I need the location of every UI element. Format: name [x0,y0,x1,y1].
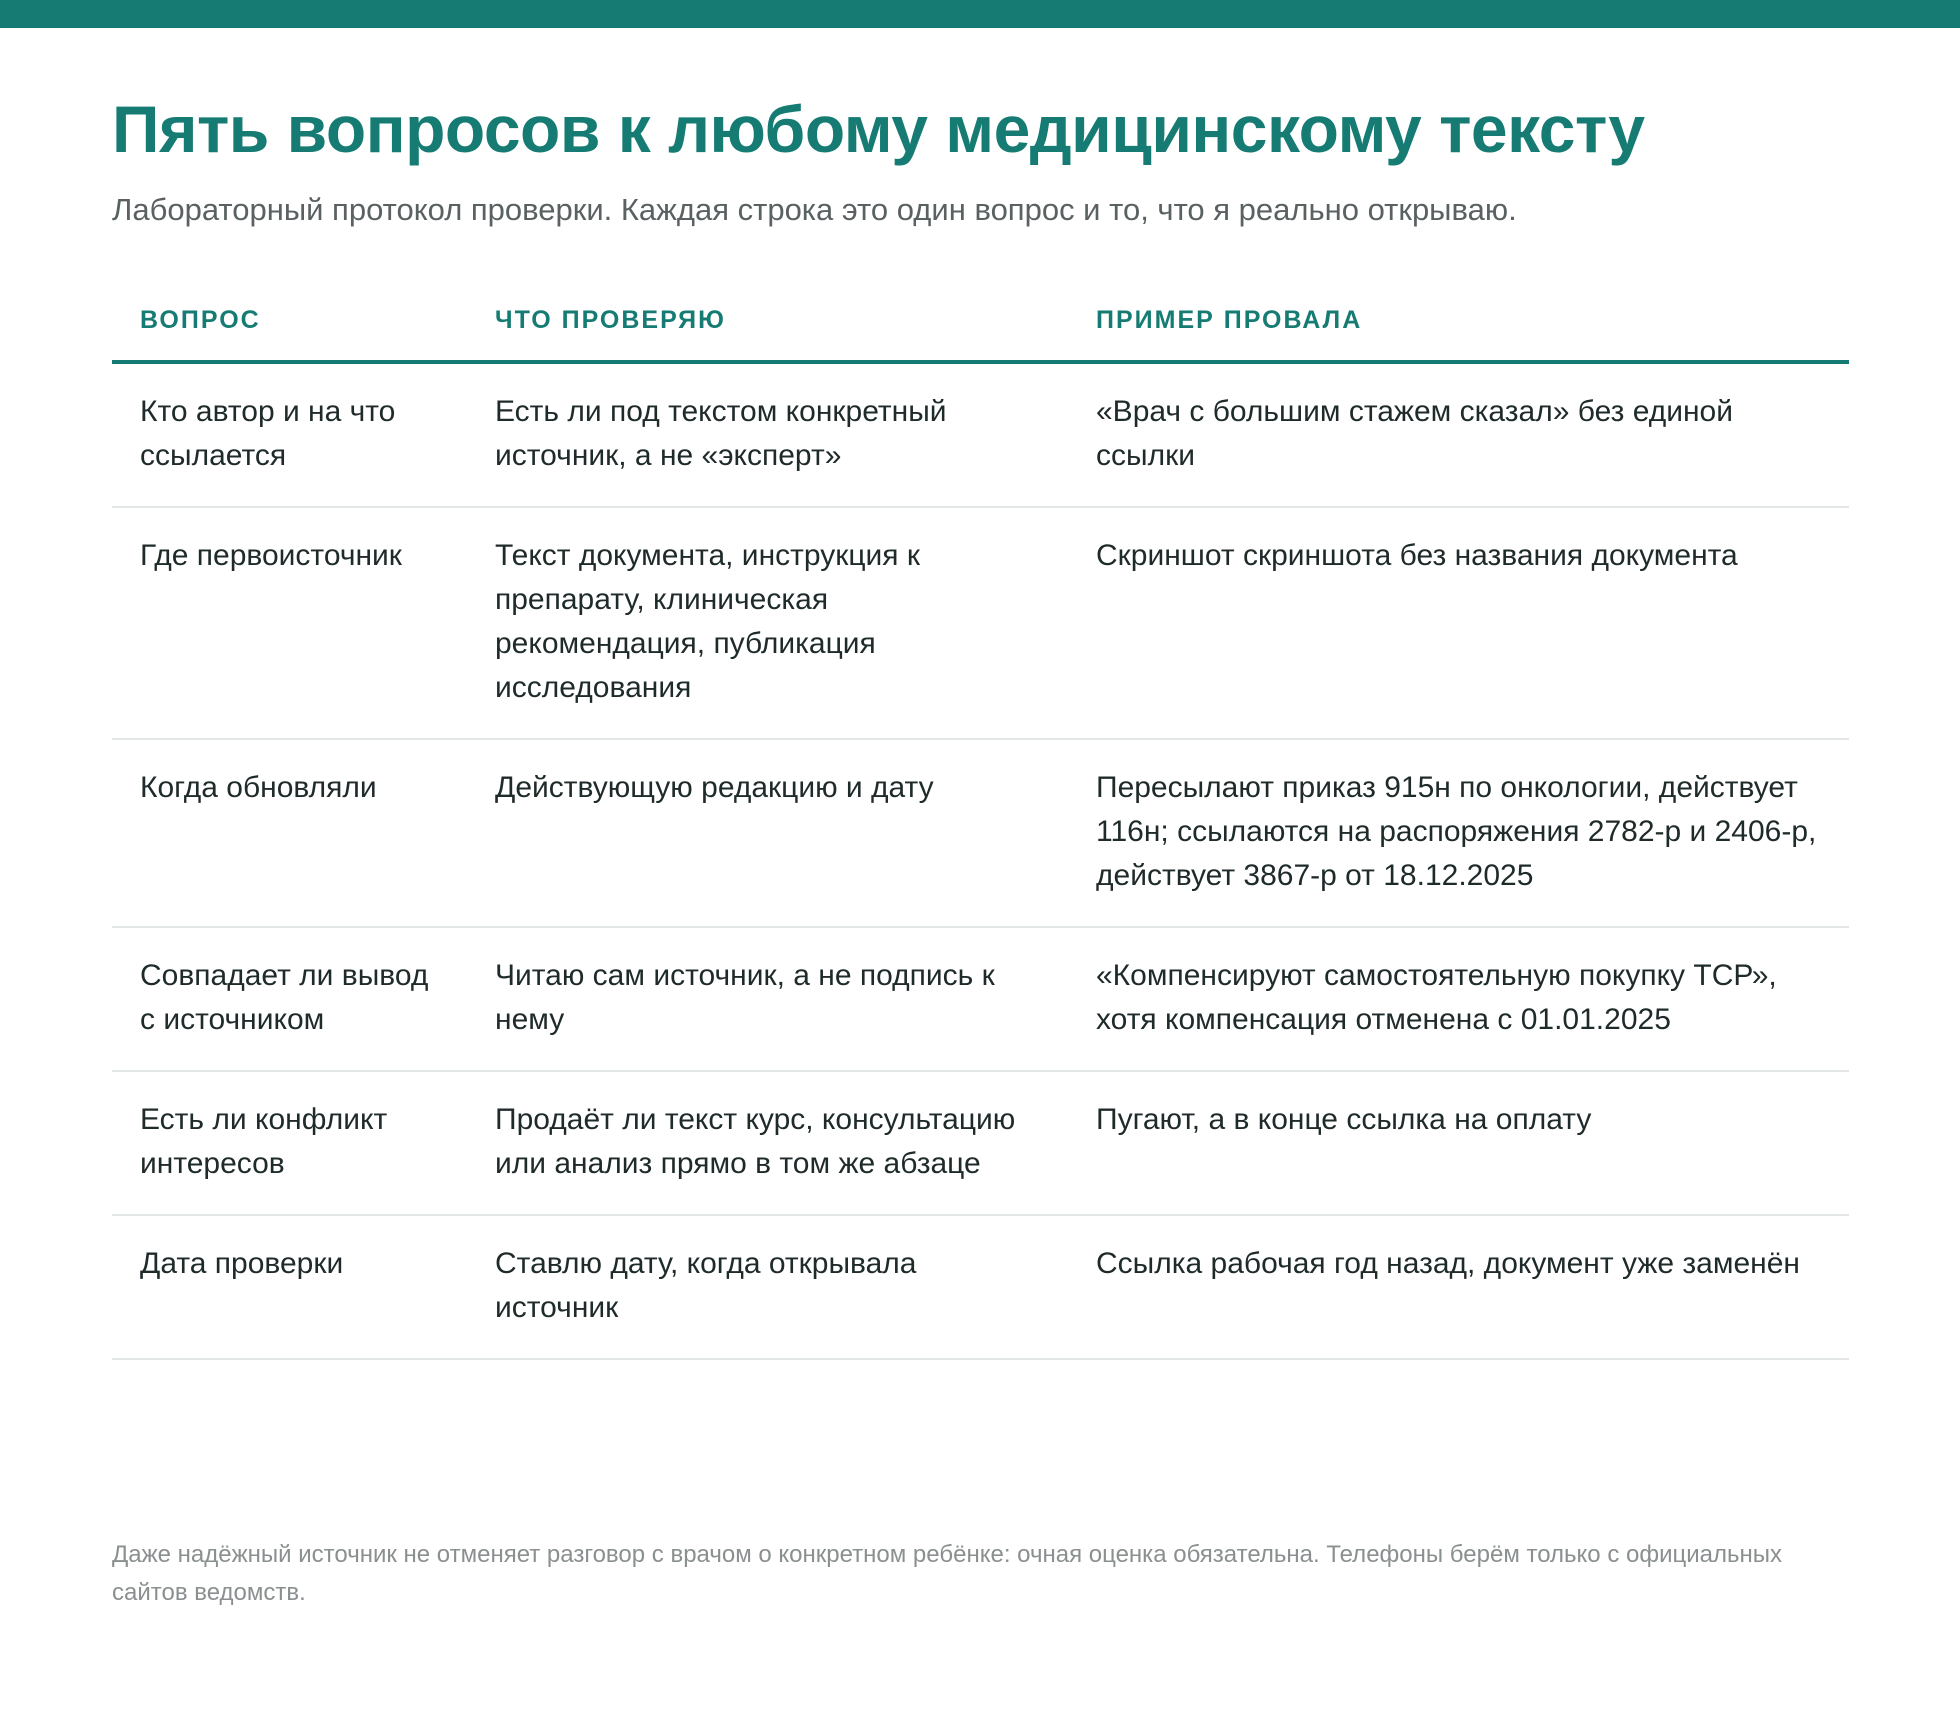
cell-check: Есть ли под текстом конкретный источник, а не «эксперт» [467,362,1068,507]
column-header-check: ЧТО ПРОВЕРЯЮ [467,304,1068,362]
table-row [112,507,1849,739]
cell-question: Есть ли конфликт интересов [112,1071,467,1215]
cell-fail-example: «Врач с большим стажем сказал» без единой ссылки [1068,362,1849,507]
cell-question: Когда обновляли [112,739,467,927]
top-accent-bar [0,0,1960,28]
cell-check: Действующую редакцию и дату [467,739,1068,927]
cell-fail-example: Ссылка рабочая год назад, документ уже заменён [1068,1215,1849,1359]
table-row [112,1071,1849,1215]
cell-question: Дата проверки [112,1215,467,1359]
cell-question: Совпадает ли вывод с источником [112,927,467,1071]
table-row [112,927,1849,1071]
column-header-fail-example: ПРИМЕР ПРОВАЛА [1068,304,1849,362]
table-row [112,739,1849,927]
cell-fail-example: Пугают, а в конце ссылка на оплату [1068,1071,1849,1215]
table-row [112,1215,1849,1359]
table-header-row [112,304,1849,362]
cell-question: Где первоисточник [112,507,467,739]
page-content [112,86,1849,1360]
page-subtitle: Лабораторный протокол проверки. Каждая строка это один вопрос и то, что я реально открываю. [112,192,1517,227]
table-row [112,362,1849,507]
page-title: Пять вопросов к любому медицинскому тексту [112,92,1645,166]
cell-fail-example: Скриншот скриншота без названия документа [1068,507,1849,739]
footer-note: Даже надёжный источник не отменяет разговор с врачом о конкретном ребёнке: очная оценка обязательна. Телефоны берём только с официальных сайтов ведомств. [112,1541,1783,1606]
cell-check: Продаёт ли текст курс, консультацию или анализ прямо в том же абзаце [467,1071,1068,1215]
cell-check: Читаю сам источник, а не подпись к нему [467,927,1068,1071]
verification-table [112,304,1849,1360]
table-body [112,362,1849,1359]
cell-fail-example: «Компенсируют самостоятельную покупку ТСР», хотя компенсация отменена с 01.01.2025 [1068,927,1849,1071]
column-header-question: ВОПРОС [112,304,467,362]
cell-fail-example: Пересылают приказ 915н по онкологии, действует 116н; ссылаются на распоряжения 2782-р и 2406-р, действует 3867-р от 18.12.2025 [1068,739,1849,927]
cell-check: Ставлю дату, когда открывала источник [467,1215,1068,1359]
cell-question: Кто автор и на что ссылается [112,362,467,507]
cell-check: Текст документа, инструкция к препарату, клиническая рекомендация, публикация исследования [467,507,1068,739]
table-header [112,304,1849,362]
